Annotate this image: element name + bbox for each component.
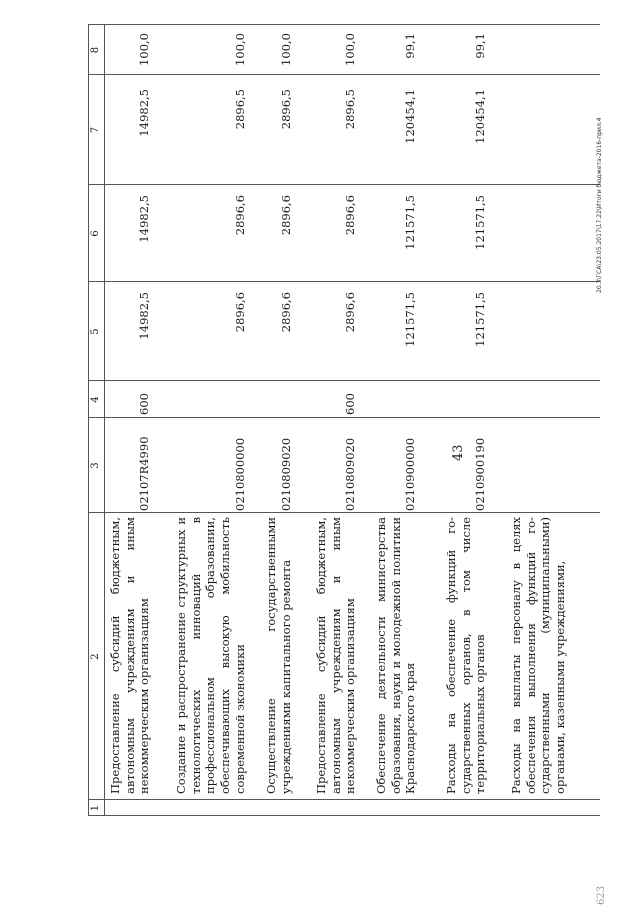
- row-description: Предоставление субсидий бюджетным, автономным учреждениям и иным некоммерческим организациям: [108, 517, 152, 794]
- header-col-1: 1: [90, 804, 101, 812]
- row-value-7: 120454,1: [473, 89, 488, 144]
- row-code: 0210809020: [278, 437, 293, 511]
- row-value-7: 120454,1: [403, 89, 418, 144]
- row-value-8: 99,1: [473, 33, 488, 59]
- page-number: 43: [451, 444, 466, 461]
- row-value-8: 100,0: [343, 33, 358, 66]
- row-value-5: 2896,6: [343, 292, 358, 333]
- row-value-6: 2896,6: [343, 195, 358, 236]
- row-type: 600: [343, 393, 358, 415]
- row-code: 0210900000: [403, 437, 418, 511]
- column-border-1: [88, 799, 600, 800]
- page-corner-number: 623: [596, 885, 607, 905]
- row-value-5: 121571,5: [403, 292, 418, 347]
- row-description: Предоставление субсидий бюджетным, автономным учреждениям и иным некоммерческим организациям: [314, 517, 358, 794]
- row-description: Создание и распространение структурных и технологических инноваций в профессиональном образовании, обеспечивающих высокую мобильность современной экономики: [174, 517, 247, 794]
- row-description: Обеспечение деятельности министерства образования, науки и молодежной политики Краснодарского края: [374, 517, 418, 794]
- header-col-6: 6: [90, 230, 101, 237]
- row-value-8: 100,0: [232, 33, 247, 66]
- row-value-5: 121571,5: [473, 292, 488, 347]
- header-col-3: 3: [90, 462, 101, 469]
- row-value-7: 2896,5: [343, 89, 358, 130]
- header-col-2: 2: [90, 653, 101, 660]
- column-border-0: [88, 815, 600, 816]
- column-border-2: [88, 512, 600, 513]
- column-border-8: [88, 24, 600, 25]
- row-code: 0210809020: [343, 437, 358, 511]
- row-code: 02107R4990: [137, 436, 152, 511]
- header-col-4: 4: [90, 396, 101, 403]
- row-value-8: 99,1: [403, 33, 418, 59]
- row-value-6: 14982,5: [137, 195, 152, 243]
- row-code: 0210900190: [473, 437, 488, 511]
- row-value-6: 121571,5: [403, 195, 418, 250]
- row-value-6: 2896,6: [278, 195, 293, 236]
- row-description: Осуществление государственными учреждениями капитального ремонта: [264, 517, 293, 794]
- row-value-7: 2896,5: [278, 89, 293, 130]
- header-col-8: 8: [90, 46, 101, 54]
- row-description: Расходы на выплаты персоналу в целях обеспечения выполнения функций государственными (муниципальными) органами, казенными учреждениями,: [509, 517, 568, 794]
- row-value-5: 2896,6: [278, 292, 293, 333]
- row-value-6: 2896,6: [232, 195, 247, 236]
- row-value-7: 14982,5: [137, 89, 152, 137]
- row-value-7: 2896,5: [232, 89, 247, 130]
- row-value-5: 2896,6: [232, 292, 247, 333]
- file-path-footer: 20.3\ГСА\23.05.2017\17.22\Итоги бюджета-2016-прил.4: [596, 117, 603, 293]
- row-value-8: 100,0: [278, 33, 293, 66]
- row-description: Расходы на обеспечение функций государственных органов, в том числе территориальных органов: [444, 517, 488, 794]
- header-col-7: 7: [90, 126, 101, 134]
- row-value-8: 100,0: [137, 33, 152, 66]
- header-bottom-border: [104, 25, 105, 816]
- row-type: 600: [137, 393, 152, 415]
- row-value-5: 14982,5: [137, 292, 152, 340]
- header-col-5: 5: [90, 328, 101, 335]
- row-code: 0210800000: [232, 437, 247, 511]
- row-value-6: 121571,5: [473, 195, 488, 250]
